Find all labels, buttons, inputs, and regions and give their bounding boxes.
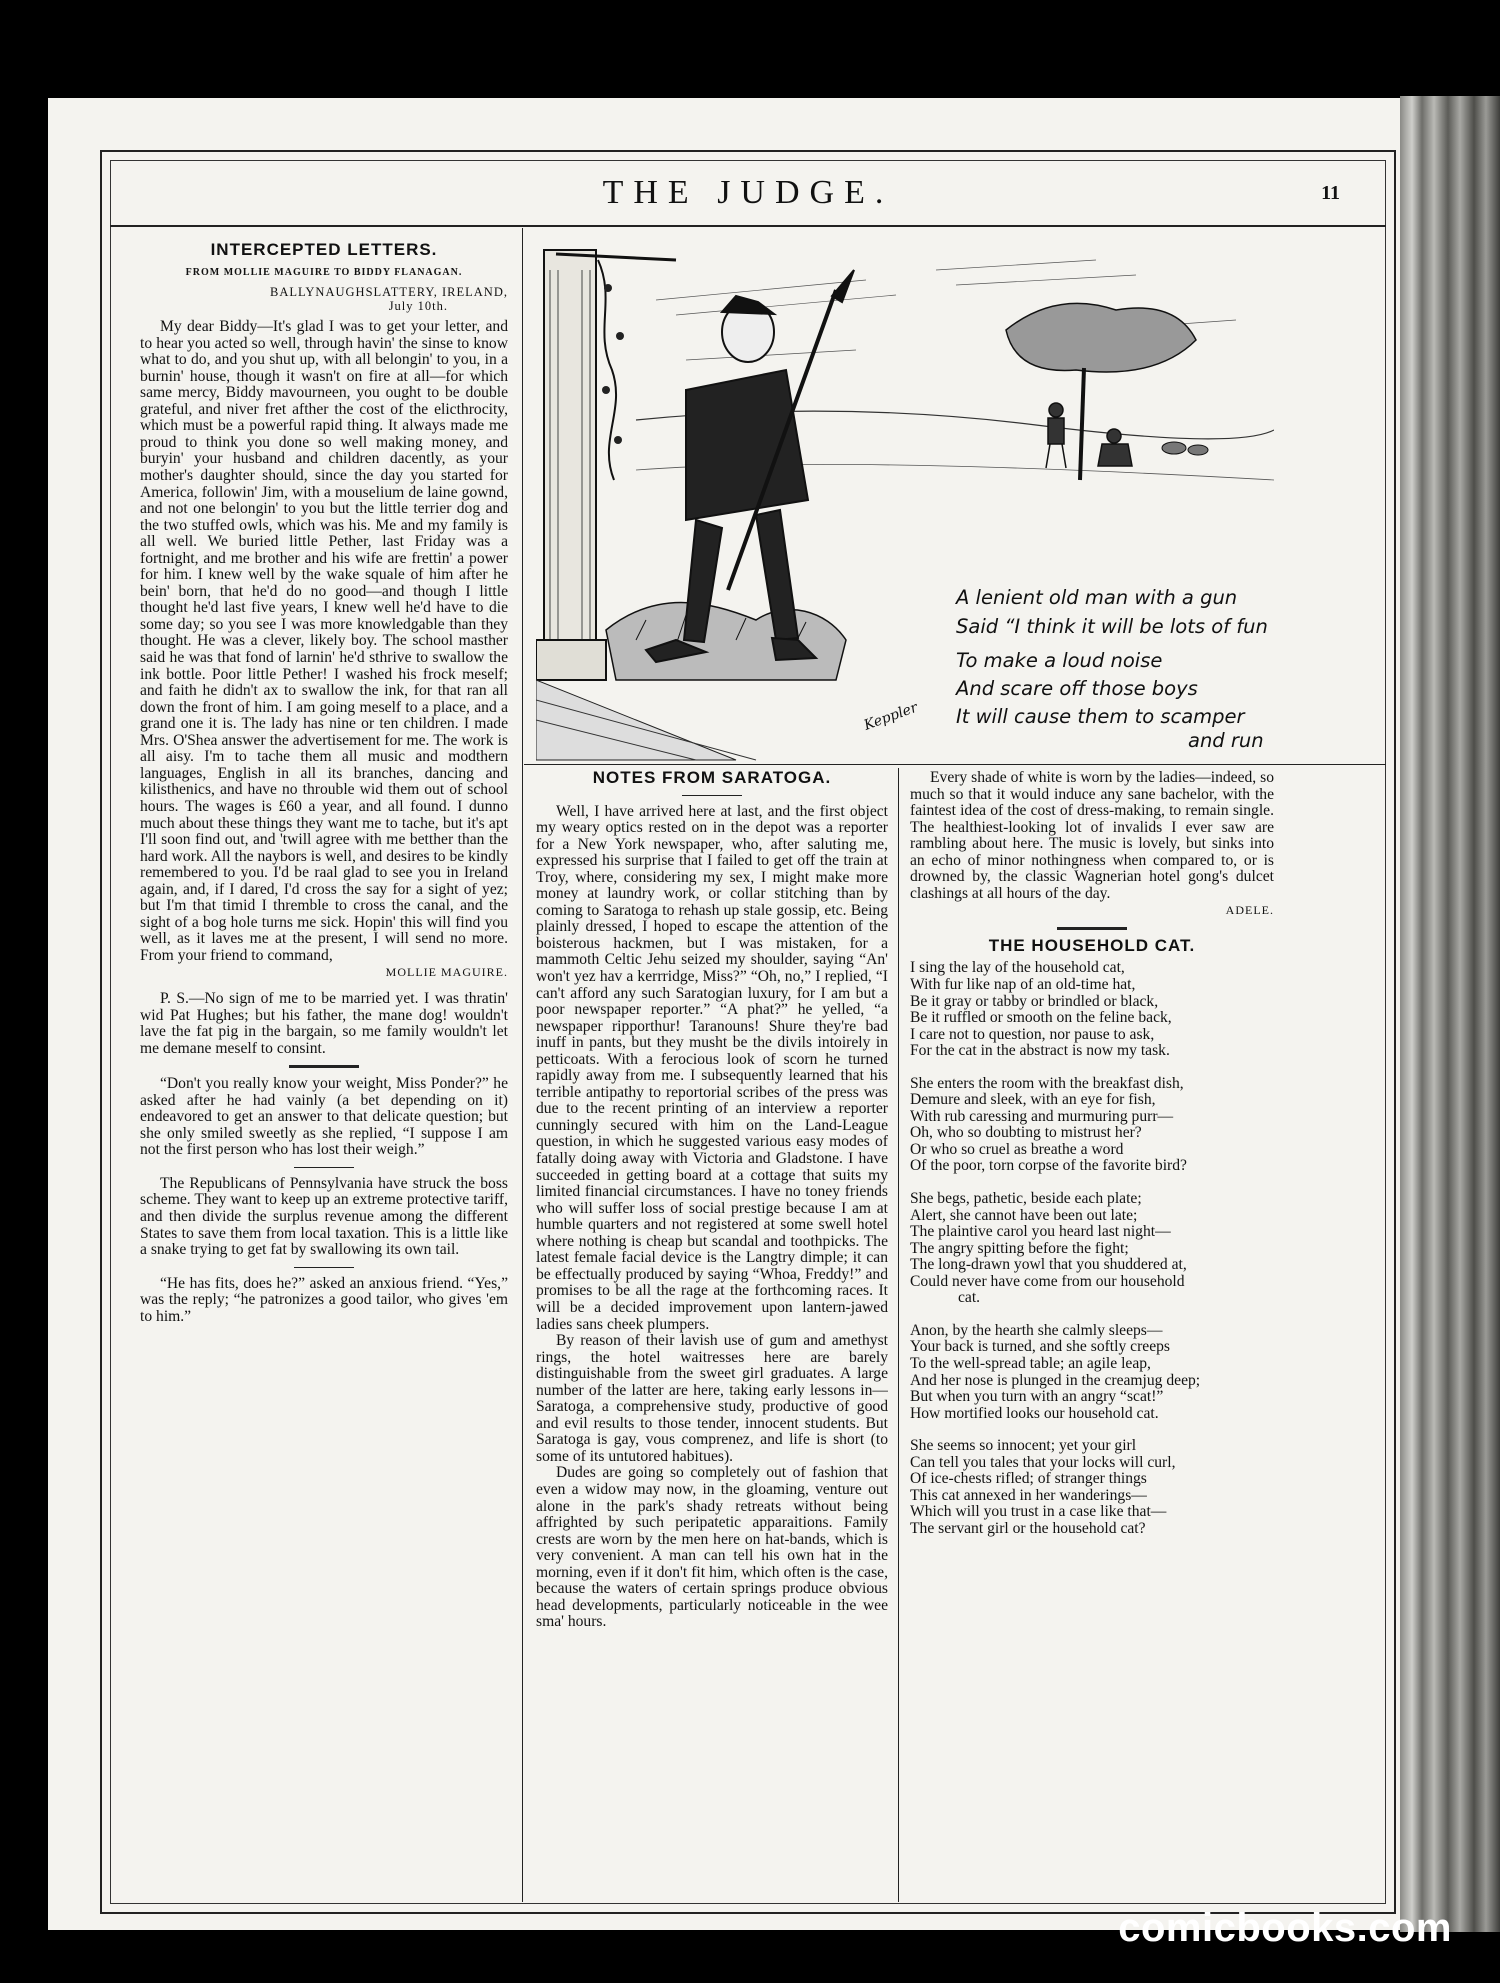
- column-divider-2: [898, 768, 899, 1902]
- section-rule: [682, 795, 742, 796]
- fits-paragraph: “He has fits, does he?” asked an anxious friend. “Yes,” was the reply; “he patronizes a good tailor, who gives 'em to him.”: [140, 1274, 508, 1325]
- poem-line: With rub caressing and murmuring purr—: [910, 1107, 1174, 1125]
- poem-line: To the well-spread table; an agile leap,: [910, 1354, 1151, 1372]
- poem-line: Alert, she cannot have been out late;: [910, 1206, 1138, 1224]
- saratoga-paragraph-1: Well, I have arrived here at last, and the first object my weary optics rested on in the depot was a reporter for a New York newspaper, who, after saluting me, expressed his surprise that I failed to get off the train at Troy, where, considering my sex, I might make more money at laundry work, or collar stitching than by coming to Saratoga to rehash up stale gossip, etc. Being plainly dressed, I hoped to escape the attention of the boisterous hackmen, but I was mistaken, for a mammoth Celtic Jehu seized my shoulder, saying “An' won't yez hav a kerrridge, Miss?” “Oh, no,” I replied, “I can't afford any such Saratogian luxury, for I am but a poor newspaper reporter.” “A phat?” he yelled, “a newspaper ripporthur! Taranouns! Shure they're bad inuff in pants, but they musht be the divils intoirely in petticoats. With a ferocious look of scorn he turned rapidly away from me. I subsequently learned that his terrible antipathy to reportorial scribes of the press was due to the recent printing of an interview a reporter cunningly secured with him on the Land-League question, in which he suggested various easy modes of fatally doing away with Victoria and Gladstone. I have succeeded in getting board at a cottage that suits my limited financial circumstances. I have no toney friends who will suffer loss of social prestige because I am at humble quarters and not registered at some swell hotel where nothing is cheap but scandal and toothpicks. The latest female facial device is the Langtry dimple; it can be effectually produced by saying “Whoa, Freddy!” and promises to be all the rage at the forthcoming races. It will be a decided improvement upon lantern-jawed ladies sans cheek plumpers.: [536, 802, 888, 1333]
- poem-line: I care not to question, nor pause to ask,: [910, 1025, 1155, 1043]
- poem-stanza: [910, 1191, 1274, 1307]
- poem-line: Demure and sleek, with an eye for fish,: [910, 1091, 1156, 1109]
- poem-line: Or who so cruel as breathe a word: [910, 1140, 1124, 1158]
- poem-line: She enters the room with the breakfast dish,: [910, 1074, 1184, 1092]
- poem-line: This cat annexed in her wanderings—: [910, 1486, 1147, 1504]
- cat-poem: [910, 960, 1274, 1537]
- letters-heading: INTERCEPTED LETTERS.: [210, 242, 438, 259]
- cartoon-caption-1: A lenient old man with a gun: [956, 586, 1238, 609]
- poem-stanza: [910, 1438, 1274, 1537]
- watermark-logo: comicbooks.com: [1118, 1906, 1452, 1950]
- poem-line: Oh, who so doubting to mistrust her?: [910, 1124, 1142, 1142]
- poem-line: Of ice-chests rifled; of stranger things: [910, 1470, 1147, 1488]
- poem-line: But when you turn with an angry “scat!”: [910, 1388, 1164, 1406]
- weight-paragraph: “Don't you really know your weight, Miss Ponder?” he asked after he had vainly (a bet depending on it) endeavored to get an answer to that delicate question; but she only smiled sweetly as she replied, “I suppose I am not the first person who has lost their weigh.”: [140, 1075, 508, 1159]
- letters-subtitle: FROM MOLLIE MAGUIRE TO BIDDY FLANAGAN.: [185, 266, 463, 278]
- artist-signature: Keppler: [861, 699, 920, 734]
- letters-postscript: P. S.—No sign of me to be married yet. I was thratin' wid Pat Hughes; but his father, the mane dog! wouldn't lave the fat pig in the bargain, so me family wouldn't let me demane meself to consint.: [140, 989, 508, 1057]
- poem-line: Be it ruffled or smooth on the feline back,: [910, 1009, 1172, 1027]
- column-left: [140, 242, 508, 1892]
- poem-line: With fur like nap of an old-time hat,: [910, 976, 1136, 994]
- saratoga-heading: NOTES FROM SARATOGA.: [592, 770, 832, 787]
- poem-line: Your back is turned, and she softly creeps: [910, 1338, 1170, 1356]
- section-rule: [294, 1167, 354, 1168]
- cartoon-caption-3: To make a loud noise: [956, 649, 1163, 672]
- letters-signature: MOLLIE MAGUIRE.: [385, 965, 508, 980]
- cartoon-caption-5: It will cause them to scamper: [956, 705, 1245, 728]
- poem-line: And her nose is plunged in the creamjug deep;: [910, 1371, 1201, 1389]
- poem-line: I sing the lay of the household cat,: [910, 959, 1125, 977]
- cartoon-caption-4: And scare off those boys: [956, 677, 1198, 700]
- poem-line: cat.: [958, 1289, 981, 1307]
- masthead-title: THE JUDGE.: [602, 174, 894, 211]
- poem-stanza: [910, 1323, 1274, 1422]
- saratoga-paragraph-2: By reason of their lavish use of gum and amethyst rings, the hotel waitresses here are barely distinguishable from the sweet girl graduates. A large number of the latter are here, taking early lessons in—Saratoga, a comprehensive study, productive of good and evil results to those tender, innocent students. But Saratoga is gay, vous comprenez, and life is short (to some of its untutored habitues).: [536, 1332, 888, 1465]
- poem-line: The servant girl or the household cat?: [910, 1519, 1146, 1537]
- letters-body: My dear Biddy—It's glad I was to get your letter, and to hear you acted so well, through havin' the sinse to know what to do, and you shut up, with all belongin' to you, in a burnin' house, though it wasn't on fire at all—for which same mercy, Biddy mavourneen, you ought to be double grateful, and niver fret afther the cost of the elicthrocity, which must be a powerful rapid thing. It always made me proud to think you done so well making money, and buryin' your husband and children dacently, as your mother's daughter should, since the day you started for America, followin' Jim, with a mouselium de laine gownd, and not one belongin' to you but the little terrier dog and the two stuffed owls, which was his. Me and my family is all well. We buried little Pether, last Friday was a fortnight, and me brother and his wife are frettin' a power for him. I knew well by the wake squale of him after he bein' born, that he'd do no good—and though I little thought he'd last five years, I knew well he'd have to die some day; so you see I was more knowledgable than they thought. He was a clever, likely boy. The school masther said he was that fond of larnin' he'd sthrive to swallow the ink bottle. Poor little Pether! I washed his frock meself; and faith he didn't ax to swallow the ink, for that ran all down the front of him. I am going meself to a place, and a grand one it is. The lady has nine or ten children. I made Mrs. O'Shea answer the advertisement for me. The work is all aisy. I'm to tache them all music and modthern languages, English in all its branches, dancing and kilisthenics, and have no throuble wid them out of school hours. The wages is £60 a year, and all found. I dunno much about these things they want me to tache, but it's apt I'll soon find out, and 'twill agree with me betther than the hard work. All the naybors is well, and desires to be kindly remembered to you. I'd be raal glad to see you in Ireland again, and, if I dared, I'd cross the say for a sight of yez; but I'm that timid I thremble to cross the canal, and the sight of a bog hole turns me sick. Hopin' this will find you well, as it laves me at the present, I will send no more. From your friend to command,: [140, 318, 508, 964]
- book-binding: [1400, 96, 1500, 1932]
- poem-line: Anon, by the hearth she calmly sleeps—: [910, 1321, 1163, 1339]
- cartoon-caption-2: Said “I think it will be lots of fun: [956, 615, 1268, 638]
- poem-line: She begs, pathetic, beside each plate;: [910, 1190, 1142, 1208]
- poem-stanza: [910, 1076, 1274, 1175]
- poem-line: The angry spitting before the fight;: [910, 1239, 1129, 1257]
- page-number: 11: [1321, 182, 1340, 204]
- cat-heading: THE HOUSEHOLD CAT.: [988, 935, 1196, 955]
- poem-line: Be it gray or tabby or brindled or black,: [910, 992, 1159, 1010]
- saratoga-signature: ADELE.: [1225, 903, 1274, 918]
- cartoon-caption-6: and run: [1188, 729, 1264, 752]
- column-divider-1: [522, 228, 523, 1902]
- cartoon-bottom-rule: [524, 764, 1386, 765]
- saratoga-paragraph-4: Every shade of white is worn by the ladies—indeed, so much so that it would induce any sane bachelor, with the faintest idea of the cost of dress-making, to remain single. The healthiest-looking lot of invalids I ever saw are rambling about here. The music is lovely, but sinks into an echo of minor nothingness when compared to, or is drowned by, the classic Wagnerian hotel gong's dulcet clashings at all hours of the day.: [910, 770, 1274, 902]
- poem-line: Can tell you tales that your locks will curl,: [910, 1453, 1176, 1471]
- saratoga-paragraph-3: Dudes are going so completely out of fashion that even a widow may now, in the gloaming, venture out alone in the park's shady retreats without being affrighted by such peripatetic apparaitions. Family crests are worn by the men here on hat-bands, which is very convenient. A man can tell his own hat in the morning, even if it don't fit him, which often is the case, because the waters of certain springs produce obvious head developments, particularly noticeable in the wee sma' hours.: [536, 1464, 888, 1631]
- column-middle: [536, 770, 888, 1895]
- poem-line: The plaintive carol you heard last night—: [910, 1223, 1171, 1241]
- letters-date: July 10th.: [388, 299, 448, 314]
- letters-place: BALLYNAUGHSLATTERY, IRELAND,: [270, 285, 508, 300]
- poem-line: Of the poor, torn corpse of the favorite bird?: [910, 1157, 1187, 1175]
- section-rule: [1057, 927, 1127, 930]
- poem-stanza: [910, 960, 1274, 1059]
- poem-line: How mortified looks our household cat.: [910, 1404, 1159, 1422]
- masthead-rule: [110, 225, 1386, 227]
- poem-line: She seems so innocent; yet your girl: [910, 1437, 1137, 1455]
- poem-line: The long-drawn yowl that you shuddered at,: [910, 1256, 1187, 1274]
- republicans-paragraph: The Republicans of Pennsylvania have struck the boss scheme. They want to keep up an extreme protective tariff, and then divide the surplus revenue among the different States to save them from local taxation. This is a little like a snake trying to get fat by swallowing its own tail.: [140, 1174, 508, 1259]
- poem-line: Which will you trust in a case like that—: [910, 1503, 1167, 1521]
- section-rule: [289, 1065, 359, 1068]
- poem-line: Could never have come from our household: [910, 1272, 1185, 1290]
- poem-line: For the cat in the abstract is now my task.: [910, 1042, 1170, 1060]
- column-right: [910, 770, 1274, 1895]
- section-rule: [294, 1267, 354, 1268]
